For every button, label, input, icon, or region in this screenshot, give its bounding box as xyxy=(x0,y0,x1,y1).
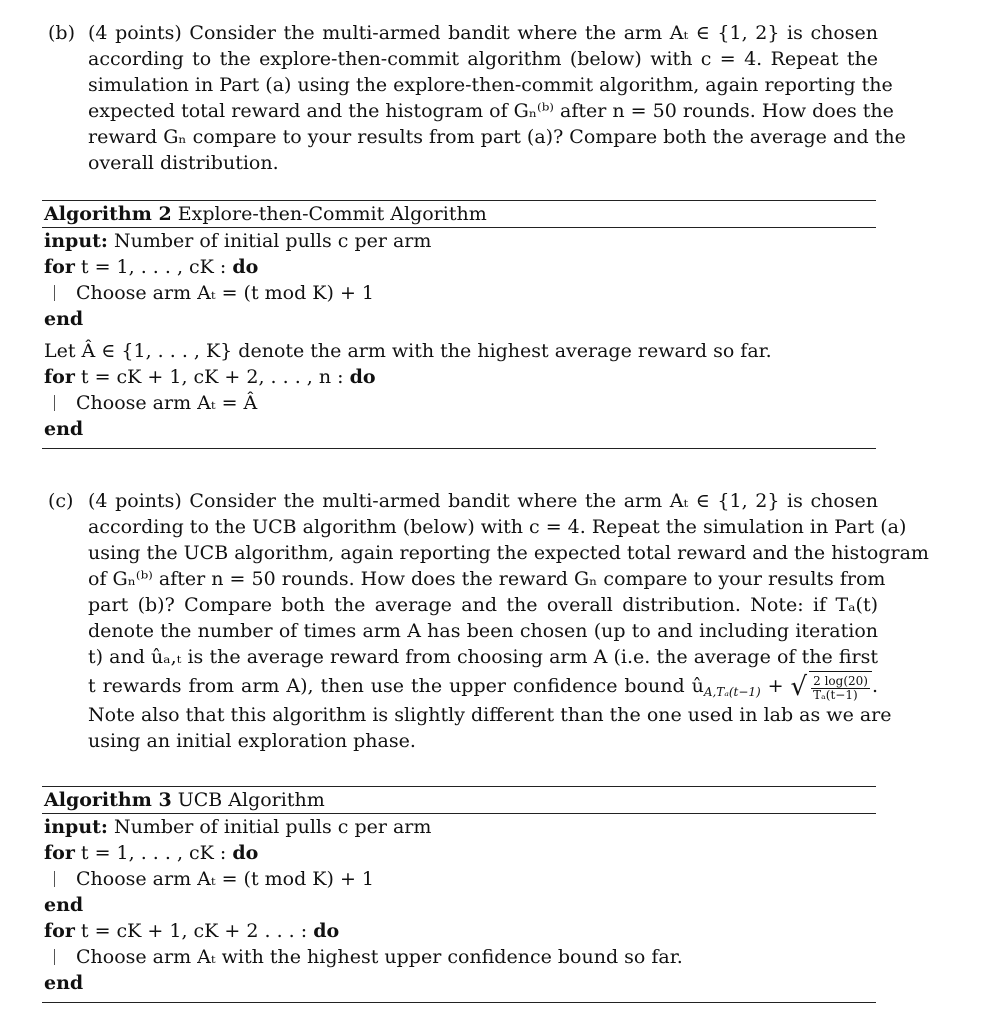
keyword: end xyxy=(44,894,84,916)
part-c-line: according to the UCB algorithm (below) with c = 4. Repeat the simulation in Part (a) xyxy=(88,516,907,538)
bound-plus: + xyxy=(760,675,791,697)
algorithm-line xyxy=(42,866,876,892)
part-b-line: overall distribution. xyxy=(88,152,279,174)
algorithm-3-lines xyxy=(42,814,876,996)
keyword: do xyxy=(349,366,376,388)
part-b-label: (b) xyxy=(48,22,75,44)
keyword: do xyxy=(313,920,340,942)
part-c-problem xyxy=(48,488,929,754)
part-b-line: according to the explore-then-commit algorithm (below) with c = 4. Repeat the xyxy=(88,48,878,70)
part-b-line: expected total reward and the histogram of Gₙ⁽ᵇ⁾ after n = 50 rounds. How does the xyxy=(88,100,894,122)
algorithm-line xyxy=(42,944,876,970)
keyword: end xyxy=(44,972,84,994)
part-c-bound-line xyxy=(88,670,878,702)
part-c-line: t) and ûₐ,ₜ is the average reward from choosing arm A (i.e. the average of the first xyxy=(88,646,878,668)
part-b-line: (4 points) Consider the multi-armed bandit where the arm Aₜ ∈ {1, 2} is chosen xyxy=(88,22,878,44)
part-b-line: simulation in Part (a) using the explore-then-commit algorithm, again reporting the xyxy=(88,74,893,96)
algorithm-line xyxy=(42,338,876,364)
algorithm-line xyxy=(42,254,876,280)
line-text: t = cK + 1, cK + 2, . . . , n : xyxy=(74,366,350,388)
keyword: for xyxy=(44,842,75,864)
algorithm-2-title: Explore-then-Commit Algorithm xyxy=(177,203,487,225)
part-c-label: (c) xyxy=(48,490,74,512)
algorithm-line xyxy=(42,892,876,918)
algorithm-2-lines xyxy=(42,228,876,442)
line-text: Choose arm Aₜ = (t mod K) + 1 xyxy=(76,282,374,304)
keyword: end xyxy=(44,308,84,330)
part-c-line: using the UCB algorithm, again reporting the expected total reward and the histogram xyxy=(88,542,929,564)
algorithm-3-box xyxy=(42,786,876,1003)
algorithm-line xyxy=(42,840,876,866)
algorithm-line xyxy=(42,970,876,996)
part-b-line: reward Gₙ compare to your results from part (a)? Compare both the average and the xyxy=(88,126,906,148)
line-text: Choose arm Aₜ = (t mod K) + 1 xyxy=(76,868,374,890)
fraction-denominator: Tₐ(t−1) xyxy=(813,688,858,702)
algorithm-line xyxy=(42,814,876,840)
line-text: t = 1, . . . , cK : xyxy=(74,842,233,864)
algorithm-2-box xyxy=(42,200,876,449)
bound-subscript: A,Tₐ(t−1) xyxy=(703,685,761,699)
bound-sqrt xyxy=(809,671,872,704)
line-text: Number of initial pulls c per arm xyxy=(107,816,432,838)
part-c-line: (4 points) Consider the multi-armed bandit where the arm Aₜ ∈ {1, 2} is chosen xyxy=(88,490,878,512)
keyword: for xyxy=(44,366,75,388)
part-c-line: of Gₙ⁽ᵇ⁾ after n = 50 rounds. How does the reward Gₙ compare to your results from xyxy=(88,568,886,590)
keyword: for xyxy=(44,256,75,278)
bound-prefix: t rewards from arm A), then use the upper confidence bound û xyxy=(88,675,704,697)
keyword: input: xyxy=(44,816,108,838)
keyword: do xyxy=(232,842,259,864)
keyword: do xyxy=(232,256,259,278)
bound-end: . xyxy=(871,675,878,697)
keyword: for xyxy=(44,920,75,942)
bound-fraction xyxy=(811,675,870,702)
line-text: t = 1, . . . , cK : xyxy=(74,256,233,278)
line-text: Choose arm Aₜ with the highest upper confidence bound so far. xyxy=(76,946,683,968)
algorithm-line xyxy=(42,390,876,416)
algorithm-line xyxy=(42,918,876,944)
part-b-problem xyxy=(48,20,906,176)
keyword: input: xyxy=(44,230,108,252)
part-c-line: Note also that this algorithm is slightly different than the one used in lab as we are xyxy=(88,704,892,726)
part-c-line: part (b)? Compare both the average and the overall distribution. Note: if Tₐ(t) xyxy=(88,594,878,616)
fraction-numerator: 2 log(20) xyxy=(813,674,868,688)
part-c-line: denote the number of times arm A has been chosen (up to and including iteration xyxy=(88,620,878,642)
algorithm-3-caption xyxy=(42,787,876,813)
algorithm-line xyxy=(42,306,876,332)
algorithm-line xyxy=(42,416,876,442)
sqrt-icon: √ xyxy=(790,672,808,702)
keyword: end xyxy=(44,418,84,440)
line-text: Let Â ∈ {1, . . . , K} denote the arm with the highest average reward so far. xyxy=(44,340,772,362)
part-c-line: using an initial exploration phase. xyxy=(88,730,416,752)
algorithm-line xyxy=(42,280,876,306)
algorithm-line xyxy=(42,364,876,390)
algorithm-3-title: UCB Algorithm xyxy=(177,789,325,811)
line-text: Choose arm Aₜ = Â xyxy=(76,392,258,414)
algorithm-2-number: Algorithm 2 xyxy=(44,203,172,225)
algorithm-2-caption xyxy=(42,201,876,227)
line-text: Number of initial pulls c per arm xyxy=(107,230,432,252)
line-text: t = cK + 1, cK + 2 . . . : xyxy=(74,920,314,942)
algorithm-3-number: Algorithm 3 xyxy=(44,789,172,811)
algorithm-line xyxy=(42,228,876,254)
